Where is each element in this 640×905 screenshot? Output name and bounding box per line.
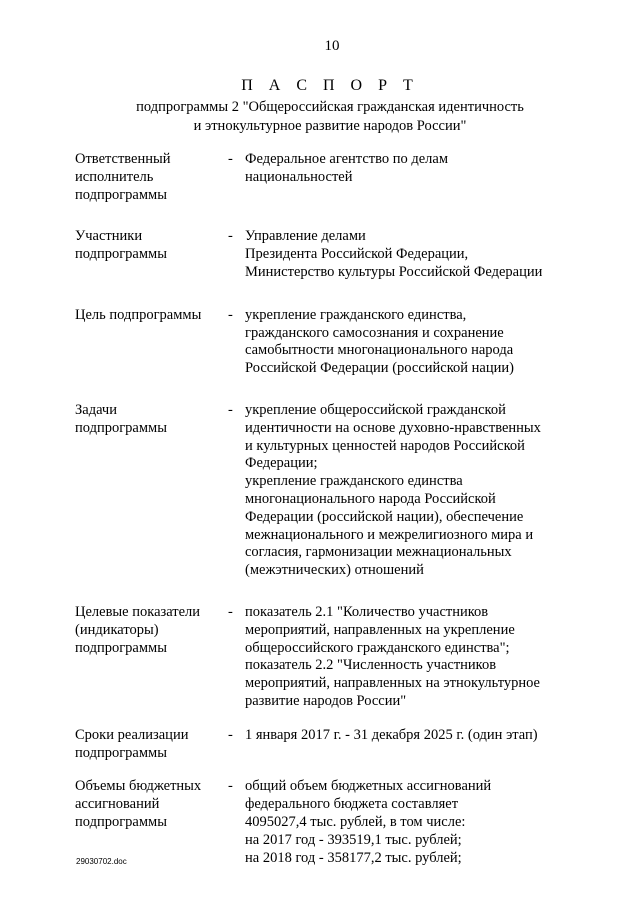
row-dash: -: [228, 401, 233, 418]
value-line: общий объем бюджетных ассигнований: [245, 778, 492, 795]
label-line: исполнитель: [75, 168, 154, 185]
passport-table: [75, 151, 575, 867]
value-line: межнационального и межрелигиозного мира и: [245, 526, 534, 543]
value-line: показатель 2.1 "Количество участников: [245, 603, 489, 620]
label-line: Цель подпрограммы: [75, 306, 202, 323]
value-line: идентичности на основе духовно-нравственных: [245, 419, 541, 436]
row-label: [75, 402, 228, 438]
document-subtitle: [10, 98, 640, 136]
value-line: федерального бюджета составляет: [245, 796, 459, 813]
row-dash: -: [228, 228, 233, 245]
row-value: [245, 228, 575, 281]
row-tasks: [75, 402, 575, 580]
value-line: мероприятий, направленных на этнокультурное: [245, 675, 540, 692]
row-responsible-executor: [75, 151, 575, 204]
label-line: подпрограммы: [75, 639, 167, 656]
row-label: [75, 228, 228, 264]
file-name-footer: 29030702.doc: [76, 857, 127, 866]
label-line: подпрограммы: [75, 246, 167, 263]
row-label: [75, 727, 228, 763]
value-line: национальностей: [245, 168, 353, 185]
value-line: Президента Российской Федерации,: [245, 246, 469, 263]
value-line: и культурных ценностей народов Российской: [245, 437, 525, 454]
row-dash: -: [228, 306, 233, 323]
document-title: П А С П О Р Т: [241, 77, 419, 94]
value-line: 1 января 2017 г. - 31 декабря 2025 г. (один этап): [245, 726, 538, 743]
value-line: показатель 2.2 "Численность участников: [245, 657, 497, 674]
label-line: Целевые показатели: [75, 603, 201, 620]
value-line: гражданского самосознания и сохранение: [245, 324, 504, 341]
row-dash: -: [228, 151, 233, 167]
row-goal: [75, 307, 575, 378]
label-line: подпрограммы: [75, 419, 167, 436]
value-line: развитие народов России": [245, 692, 407, 709]
row-value: [245, 727, 575, 745]
value-line: укрепление общероссийской гражданской: [245, 401, 506, 418]
value-line: укрепление гражданского единства,: [245, 306, 467, 323]
value-line: Федерации;: [245, 455, 318, 472]
label-line: Участники: [75, 228, 143, 245]
label-line: подпрограммы: [75, 744, 167, 761]
row-label: [75, 778, 228, 831]
row-dash: -: [228, 778, 233, 795]
row-value: [245, 307, 575, 378]
row-dash: -: [228, 603, 233, 620]
row-value: [245, 778, 575, 867]
value-line: согласия, гармонизации межнациональных: [245, 544, 512, 561]
label-line: Ответственный: [75, 151, 171, 167]
page-number: 10: [324, 38, 340, 54]
row-budget-allocations: [75, 778, 575, 867]
label-line: Сроки реализации: [75, 726, 189, 743]
value-line: общероссийского гражданского единства";: [245, 639, 510, 656]
row-label: [75, 307, 228, 325]
label-line: подпрограммы: [75, 186, 167, 203]
value-line: Управление делами: [245, 228, 366, 245]
row-implementation-period: [75, 727, 575, 763]
value-line: самобытности многонационального народа: [245, 342, 514, 359]
row-label: [75, 151, 228, 204]
value-line: Федерации (российской нации), обеспечение: [245, 508, 524, 525]
subtitle-line: подпрограммы 2 "Общероссийская гражданская идентичность: [136, 99, 524, 115]
row-target-indicators: [75, 604, 575, 711]
value-line: мероприятий, направленных на укрепление: [245, 621, 515, 638]
value-line: Министерство культуры Российской Федерации: [245, 263, 543, 280]
value-line: на 2017 год - 393519,1 тыс. рублей;: [245, 831, 462, 848]
value-line: Федеральное агентство по делам: [245, 151, 449, 167]
row-label: [75, 604, 228, 657]
label-line: Объемы бюджетных: [75, 778, 202, 795]
value-line: укрепление гражданского единства: [245, 473, 463, 490]
label-line: (индикаторы): [75, 621, 159, 638]
subtitle-line: и этнокультурное развитие народов России": [193, 118, 467, 134]
row-dash: -: [228, 726, 233, 743]
row-value: [245, 151, 575, 187]
label-line: подпрограммы: [75, 813, 167, 830]
row-value: [245, 604, 575, 711]
value-line: многонационального народа Российской: [245, 490, 496, 507]
value-line: Российской Федерации (российской нации): [245, 360, 514, 377]
value-line: (межэтнических) отношений: [245, 562, 424, 579]
label-line: ассигнований: [75, 796, 160, 813]
value-line: 4095027,4 тыс. рублей, в том числе:: [245, 813, 466, 830]
value-line: на 2018 год - 358177,2 тыс. рублей;: [245, 849, 462, 866]
row-participants: [75, 228, 575, 281]
row-value: [245, 402, 575, 580]
label-line: Задачи: [75, 401, 117, 418]
